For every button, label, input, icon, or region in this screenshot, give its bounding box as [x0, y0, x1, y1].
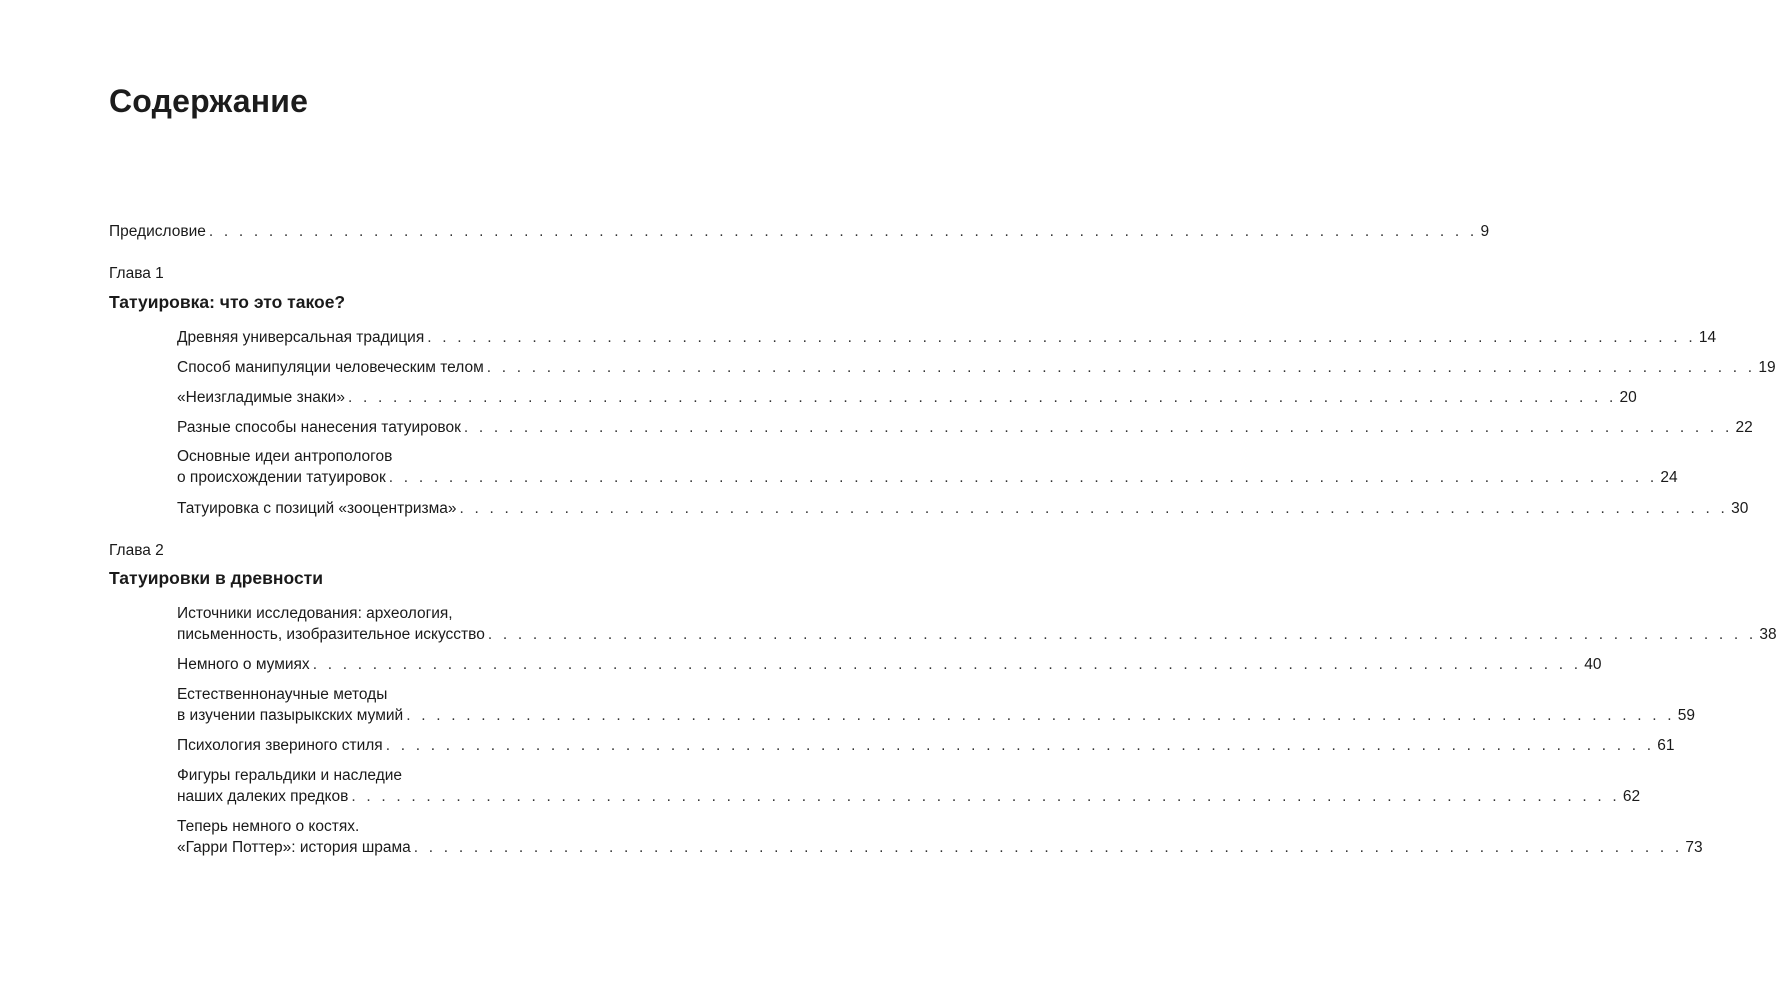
- toc-entry[interactable]: [177, 787, 1641, 807]
- dot-leader: . . . . . . . . . . . . . . . . . . . . . . . . . . . . . . . . . . . . . . . . . . . . . . . . . . . . . . . . . . . . . . . . . . . . . . . . . . . . . . . . . . . . .: [486, 359, 1756, 376]
- toc-page-number: 30: [1731, 500, 1749, 517]
- toc-entry-text: Разные способы нанесения татуировок: [177, 419, 461, 436]
- toc-entry-text: Древняя универсальная традиция: [177, 329, 425, 346]
- toc-page-number: 24: [1660, 469, 1678, 486]
- toc-entry-text: о происхождении татуировок: [177, 469, 386, 486]
- toc-entry-text: письменность, изобразительное искусство: [177, 626, 485, 643]
- dot-leader: . . . . . . . . . . . . . . . . . . . . . . . . . . . . . . . . . . . . . . . . . . . . . . . . . . . . . . . . . . . . . . . . . . . . . . . . . . . . . . . . . . . . .: [413, 839, 1683, 856]
- dot-leader: . . . . . . . . . . . . . . . . . . . . . . . . . . . . . . . . . . . . . . . . . . . . . . . . . . . . . . . . . . . . . . . . . . . . . . . . . . . . . . . . . . . . .: [388, 469, 1658, 486]
- toc-entry-text: Немного о мумиях: [177, 656, 310, 673]
- page-title: Содержание: [109, 83, 309, 119]
- toc-page-number: 40: [1584, 656, 1602, 673]
- toc-page-number: 19: [1758, 359, 1776, 376]
- toc-entry-first-line: Фигуры геральдики и наследие: [177, 767, 403, 784]
- toc-entry[interactable]: [177, 499, 1749, 519]
- toc-entry-text: наших далеких предков: [177, 788, 349, 805]
- toc-entry[interactable]: [177, 736, 1675, 756]
- toc-page-number: 9: [1480, 223, 1490, 240]
- toc-entry-text: «Неизгладимые знаки»: [177, 389, 345, 406]
- toc-entry-preface[interactable]: [109, 222, 1490, 242]
- dot-leader: . . . . . . . . . . . . . . . . . . . . . . . . . . . . . . . . . . . . . . . . . . . . . . . . . . . . . . . . . . . . . . . . . . . . . . . . . . . . . . . . . . . . .: [347, 389, 1617, 406]
- toc-entry[interactable]: [177, 358, 1776, 378]
- dot-leader: . . . . . . . . . . . . . . . . . . . . . . . . . . . . . . . . . . . . . . . . . . . . . . . . . . . . . . . . . . . . . . . . . . . . . . . . . . . . . . . . . . . . .: [487, 626, 1757, 643]
- toc-entry-first-line: Теперь немного о костях.: [177, 818, 360, 835]
- toc-entry-first-line: Источники исследования: археология,: [177, 605, 453, 622]
- toc-page-number: 59: [1677, 707, 1696, 724]
- dot-leader: . . . . . . . . . . . . . . . . . . . . . . . . . . . . . . . . . . . . . . . . . . . . . . . . . . . . . . . . . . . . . . . . . . . . . . . . . . . . . . . . . . . . .: [406, 707, 1675, 724]
- dot-leader: . . . . . . . . . . . . . . . . . . . . . . . . . . . . . . . . . . . . . . . . . . . . . . . . . . . . . . . . . . . . . . . . . . . . . . . . . . . . . . . . . . . . .: [351, 788, 1620, 805]
- toc-page-number: 20: [1619, 389, 1637, 406]
- dot-leader: . . . . . . . . . . . . . . . . . . . . . . . . . . . . . . . . . . . . . . . . . . . . . . . . . . . . . . . . . . . . . . . . . . . . . . . . . . . . . . . . . . . . .: [312, 656, 1582, 673]
- toc-page-number: 73: [1685, 839, 1703, 856]
- toc-entry[interactable]: [177, 468, 1678, 488]
- toc-page-number: 38: [1759, 626, 1777, 643]
- toc-entry-text: «Гарри Поттер»: история шрама: [177, 839, 411, 856]
- dot-leader: . . . . . . . . . . . . . . . . . . . . . . . . . . . . . . . . . . . . . . . . . . . . . . . . . . . . . . . . . . . . . . . . . . . . . . . . . . . . . . . . . . . . .: [463, 419, 1733, 436]
- toc-entry[interactable]: [177, 418, 1753, 438]
- chapter-title[interactable]: Татуировки в древности: [109, 568, 323, 588]
- dot-leader: . . . . . . . . . . . . . . . . . . . . . . . . . . . . . . . . . . . . . . . . . . . . . . . . . . . . . . . . . . . . . . . . . . . . . . . . . . . . . . . . . . . . .: [459, 500, 1729, 517]
- toc-entry[interactable]: [177, 388, 1637, 408]
- toc-entry[interactable]: [177, 328, 1717, 348]
- chapter-title[interactable]: Татуировка: что это такое?: [109, 292, 346, 312]
- dot-leader: . . . . . . . . . . . . . . . . . . . . . . . . . . . . . . . . . . . . . . . . . . . . . . . . . . . . . . . . . . . . . . . . . . . . . . . . . . . . . . . . . . . . .: [427, 329, 1696, 346]
- toc-entry[interactable]: [177, 625, 1777, 645]
- toc-entry[interactable]: [177, 655, 1602, 675]
- toc-entry-text: Психология звериного стиля: [177, 737, 383, 754]
- chapter-label: Глава 1: [109, 265, 164, 282]
- toc-entry-text: Предисловие: [109, 223, 206, 240]
- toc-entry-text: Способ манипуляции человеческим телом: [177, 359, 484, 376]
- toc-page-number: 14: [1698, 329, 1717, 346]
- toc-entry-first-line: Естественнонаучные методы: [177, 686, 388, 703]
- toc-entry-text: в изучении пазырыкских мумий: [177, 707, 404, 724]
- toc-entry-first-line: Основные идеи антропологов: [177, 448, 393, 465]
- toc-entry[interactable]: [177, 706, 1696, 726]
- toc-entry[interactable]: [177, 838, 1703, 858]
- dot-leader: . . . . . . . . . . . . . . . . . . . . . . . . . . . . . . . . . . . . . . . . . . . . . . . . . . . . . . . . . . . . . . . . . . . . . . . . . . . . . . . . . . . . .: [208, 223, 1478, 240]
- dot-leader: . . . . . . . . . . . . . . . . . . . . . . . . . . . . . . . . . . . . . . . . . . . . . . . . . . . . . . . . . . . . . . . . . . . . . . . . . . . . . . . . . . . . .: [385, 737, 1655, 754]
- toc-page-number: 22: [1735, 419, 1753, 436]
- toc-entry-text: Татуировка с позиций «зооцентризма»: [177, 500, 457, 517]
- chapter-label: Глава 2: [109, 542, 164, 559]
- toc-page-number: 62: [1622, 788, 1641, 805]
- toc-page-number: 61: [1657, 737, 1675, 754]
